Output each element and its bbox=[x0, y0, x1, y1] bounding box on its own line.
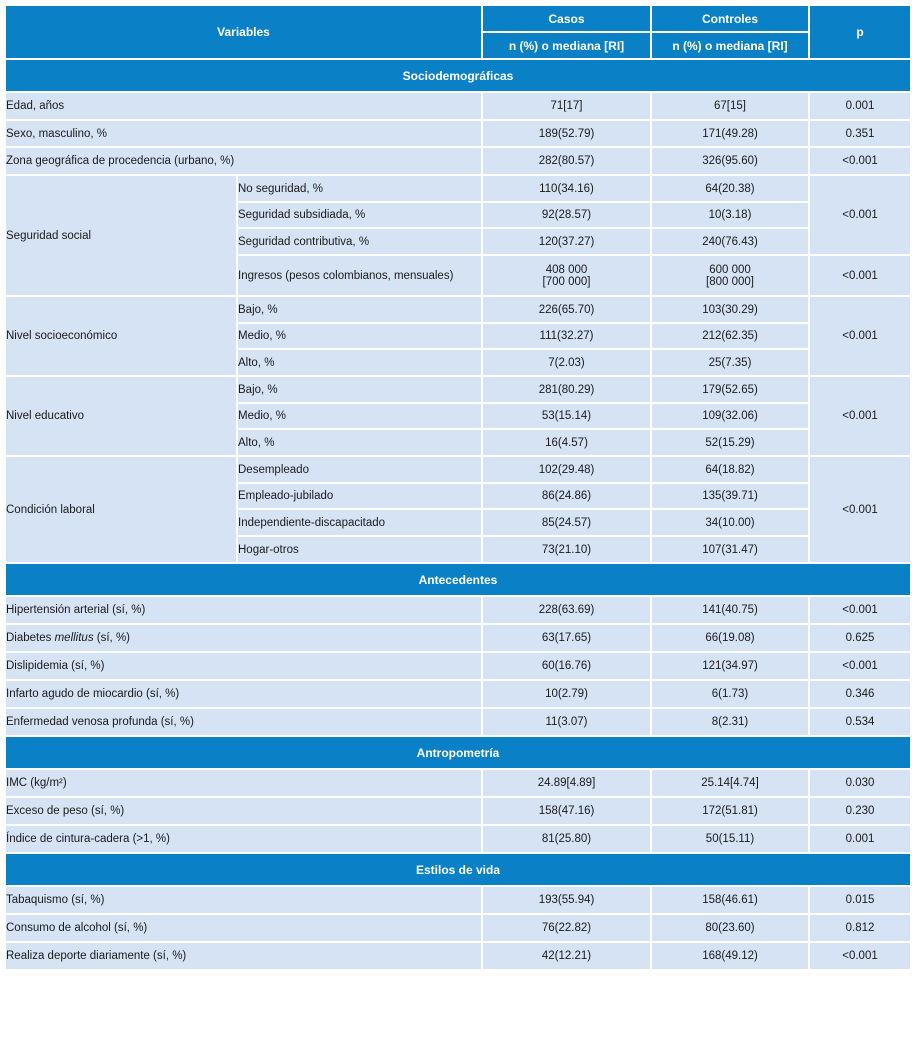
row-label: Zona geográfica de procedencia (urbano, %) bbox=[5, 147, 482, 175]
header-casos-sub: n (%) o mediana [RI] bbox=[482, 32, 651, 59]
p-value: <0.001 bbox=[809, 942, 911, 970]
p-value: 0.001 bbox=[809, 825, 911, 853]
controles-value: 103(30.29) bbox=[651, 296, 809, 323]
p-value: 0.015 bbox=[809, 886, 911, 914]
table-row bbox=[5, 769, 911, 797]
row-label: Enfermedad venosa profunda (sí, %) bbox=[5, 708, 482, 736]
sub-label: Alto, % bbox=[237, 429, 482, 456]
casos-value: 110(34.16) bbox=[482, 175, 651, 202]
casos-value: 11(3.07) bbox=[482, 708, 651, 736]
label-post: (sí, %) bbox=[93, 632, 130, 644]
casos-value bbox=[482, 255, 651, 296]
table-row bbox=[5, 596, 911, 624]
sub-label: Seguridad contributiva, % bbox=[237, 228, 482, 255]
controles-ri: [800 000] bbox=[706, 275, 754, 288]
casos-value: 92(28.57) bbox=[482, 202, 651, 228]
casos-value: 16(4.57) bbox=[482, 429, 651, 456]
table-row bbox=[5, 120, 911, 147]
row-label bbox=[5, 624, 482, 652]
controles-value: 168(49.12) bbox=[651, 942, 809, 970]
casos-value: 281(80.29) bbox=[482, 376, 651, 403]
controles-value: 66(19.08) bbox=[651, 624, 809, 652]
p-value: 0.351 bbox=[809, 120, 911, 147]
controles-value: 158(46.61) bbox=[651, 886, 809, 914]
row-label: Realiza deporte diariamente (sí, %) bbox=[5, 942, 482, 970]
table-row bbox=[5, 296, 911, 323]
header-row-1 bbox=[5, 5, 911, 32]
casos-value: 228(63.69) bbox=[482, 596, 651, 624]
p-value: <0.001 bbox=[809, 147, 911, 175]
table-row bbox=[5, 680, 911, 708]
p-value: 0.001 bbox=[809, 92, 911, 120]
casos-value: 189(52.79) bbox=[482, 120, 651, 147]
casos-value: 193(55.94) bbox=[482, 886, 651, 914]
p-value: 0.625 bbox=[809, 624, 911, 652]
header-p: p bbox=[809, 5, 911, 59]
table-row bbox=[5, 797, 911, 825]
controles-median: 600 000 bbox=[709, 263, 751, 276]
row-label: Exceso de peso (sí, %) bbox=[5, 797, 482, 825]
controles-value: 179(52.65) bbox=[651, 376, 809, 403]
casos-value: 282(80.57) bbox=[482, 147, 651, 175]
controles-value: 240(76.43) bbox=[651, 228, 809, 255]
table-row bbox=[5, 886, 911, 914]
row-label: Dislipidemia (sí, %) bbox=[5, 652, 482, 680]
table-row bbox=[5, 92, 911, 120]
sub-label: No seguridad, % bbox=[237, 175, 482, 202]
table-row bbox=[5, 624, 911, 652]
controles-value: 135(39.71) bbox=[651, 483, 809, 509]
sub-label: Desempleado bbox=[237, 456, 482, 483]
section-estilos-de-vida bbox=[5, 853, 911, 886]
row-label: Índice de cintura-cadera (>1, %) bbox=[5, 825, 482, 853]
row-label: Edad, años bbox=[5, 92, 482, 120]
group-label-seguridad: Seguridad social bbox=[5, 175, 237, 296]
sub-label: Medio, % bbox=[237, 323, 482, 349]
casos-value: 60(16.76) bbox=[482, 652, 651, 680]
label-pre: Diabetes bbox=[6, 632, 55, 644]
controles-value: 326(95.60) bbox=[651, 147, 809, 175]
controles-value: 64(20.38) bbox=[651, 175, 809, 202]
casos-ri: [700 000] bbox=[542, 275, 591, 288]
controles-value: 6(1.73) bbox=[651, 680, 809, 708]
p-value: 0.812 bbox=[809, 914, 911, 942]
casos-value: 226(65.70) bbox=[482, 296, 651, 323]
row-label: Sexo, masculino, % bbox=[5, 120, 482, 147]
table-row bbox=[5, 825, 911, 853]
controles-value: 107(31.47) bbox=[651, 536, 809, 563]
controles-value: 25(7.35) bbox=[651, 349, 809, 376]
table-row bbox=[5, 456, 911, 483]
p-value: 0.230 bbox=[809, 797, 911, 825]
group-label-nivel-socioeconomico: Nivel socioeconómico bbox=[5, 296, 237, 376]
controles-value: 25.14[4.74] bbox=[651, 769, 809, 797]
results-table bbox=[4, 4, 912, 971]
casos-value: 24.89[4.89] bbox=[482, 769, 651, 797]
section-title: Sociodemográficas bbox=[5, 59, 911, 92]
casos-value: 85(24.57) bbox=[482, 509, 651, 536]
controles-value: 8(2.31) bbox=[651, 708, 809, 736]
casos-value: 158(47.16) bbox=[482, 797, 651, 825]
p-value: <0.001 bbox=[809, 296, 911, 376]
sub-label: Seguridad subsidiada, % bbox=[237, 202, 482, 228]
controles-value: 141(40.75) bbox=[651, 596, 809, 624]
p-value: <0.001 bbox=[809, 175, 911, 255]
sub-label: Empleado-jubilado bbox=[237, 483, 482, 509]
table-row bbox=[5, 652, 911, 680]
controles-value: 212(62.35) bbox=[651, 323, 809, 349]
header-controles-sub: n (%) o mediana [RI] bbox=[651, 32, 809, 59]
section-antropometria bbox=[5, 736, 911, 769]
p-value: 0.534 bbox=[809, 708, 911, 736]
section-title: Estilos de vida bbox=[5, 853, 911, 886]
p-value: 0.030 bbox=[809, 769, 911, 797]
group-label-condicion-laboral: Condición laboral bbox=[5, 456, 237, 563]
row-label: Tabaquismo (sí, %) bbox=[5, 886, 482, 914]
controles-value: 121(34.97) bbox=[651, 652, 809, 680]
p-value: <0.001 bbox=[809, 596, 911, 624]
row-label: Hipertensión arterial (sí, %) bbox=[5, 596, 482, 624]
casos-median: 408 000 bbox=[545, 263, 588, 276]
casos-value: 53(15.14) bbox=[482, 403, 651, 429]
controles-value: 172(51.81) bbox=[651, 797, 809, 825]
row-label: Consumo de alcohol (sí, %) bbox=[5, 914, 482, 942]
sub-label: Hogar-otros bbox=[237, 536, 482, 563]
section-sociodemograficas bbox=[5, 59, 911, 92]
controles-value: 52(15.29) bbox=[651, 429, 809, 456]
table-row bbox=[5, 914, 911, 942]
p-value: 0.346 bbox=[809, 680, 911, 708]
group-label-nivel-educativo: Nivel educativo bbox=[5, 376, 237, 456]
header-variables: Variables bbox=[5, 5, 482, 59]
controles-value: 67[15] bbox=[651, 92, 809, 120]
controles-value: 109(32.06) bbox=[651, 403, 809, 429]
p-value: <0.001 bbox=[809, 652, 911, 680]
controles-value: 50(15.11) bbox=[651, 825, 809, 853]
table-row bbox=[5, 708, 911, 736]
sub-label: Alto, % bbox=[237, 349, 482, 376]
sub-label: Medio, % bbox=[237, 403, 482, 429]
sub-label: Independiente-discapacitado bbox=[237, 509, 482, 536]
casos-value: 81(25.80) bbox=[482, 825, 651, 853]
casos-value: 42(12.21) bbox=[482, 942, 651, 970]
section-title: Antecedentes bbox=[5, 563, 911, 596]
casos-value: 73(21.10) bbox=[482, 536, 651, 563]
casos-value: 76(22.82) bbox=[482, 914, 651, 942]
casos-value: 10(2.79) bbox=[482, 680, 651, 708]
section-antecedentes bbox=[5, 563, 911, 596]
casos-value: 111(32.27) bbox=[482, 323, 651, 349]
controles-value: 10(3.18) bbox=[651, 202, 809, 228]
casos-value: 86(24.86) bbox=[482, 483, 651, 509]
casos-value: 71[17] bbox=[482, 92, 651, 120]
controles-value: 64(18.82) bbox=[651, 456, 809, 483]
sub-label: Bajo, % bbox=[237, 376, 482, 403]
label-italic: mellitus bbox=[54, 632, 94, 644]
table-row bbox=[5, 147, 911, 175]
row-label: IMC (kg/m²) bbox=[5, 769, 482, 797]
controles-value: 171(49.28) bbox=[651, 120, 809, 147]
header-casos: Casos bbox=[482, 5, 651, 32]
p-value: <0.001 bbox=[809, 376, 911, 456]
row-label: Infarto agudo de miocardio (sí, %) bbox=[5, 680, 482, 708]
casos-value: 102(29.48) bbox=[482, 456, 651, 483]
casos-value: 120(37.27) bbox=[482, 228, 651, 255]
p-value: <0.001 bbox=[809, 255, 911, 296]
p-value: <0.001 bbox=[809, 456, 911, 563]
casos-value: 7(2.03) bbox=[482, 349, 651, 376]
controles-value: 80(23.60) bbox=[651, 914, 809, 942]
table-row bbox=[5, 942, 911, 970]
sub-label: Ingresos (pesos colombianos, mensuales) bbox=[237, 255, 482, 296]
controles-value: 34(10.00) bbox=[651, 509, 809, 536]
header-controles: Controles bbox=[651, 5, 809, 32]
casos-value: 63(17.65) bbox=[482, 624, 651, 652]
section-title: Antropometría bbox=[5, 736, 911, 769]
sub-label: Bajo, % bbox=[237, 296, 482, 323]
controles-value bbox=[651, 255, 809, 296]
table-row bbox=[5, 376, 911, 403]
table-row bbox=[5, 175, 911, 202]
